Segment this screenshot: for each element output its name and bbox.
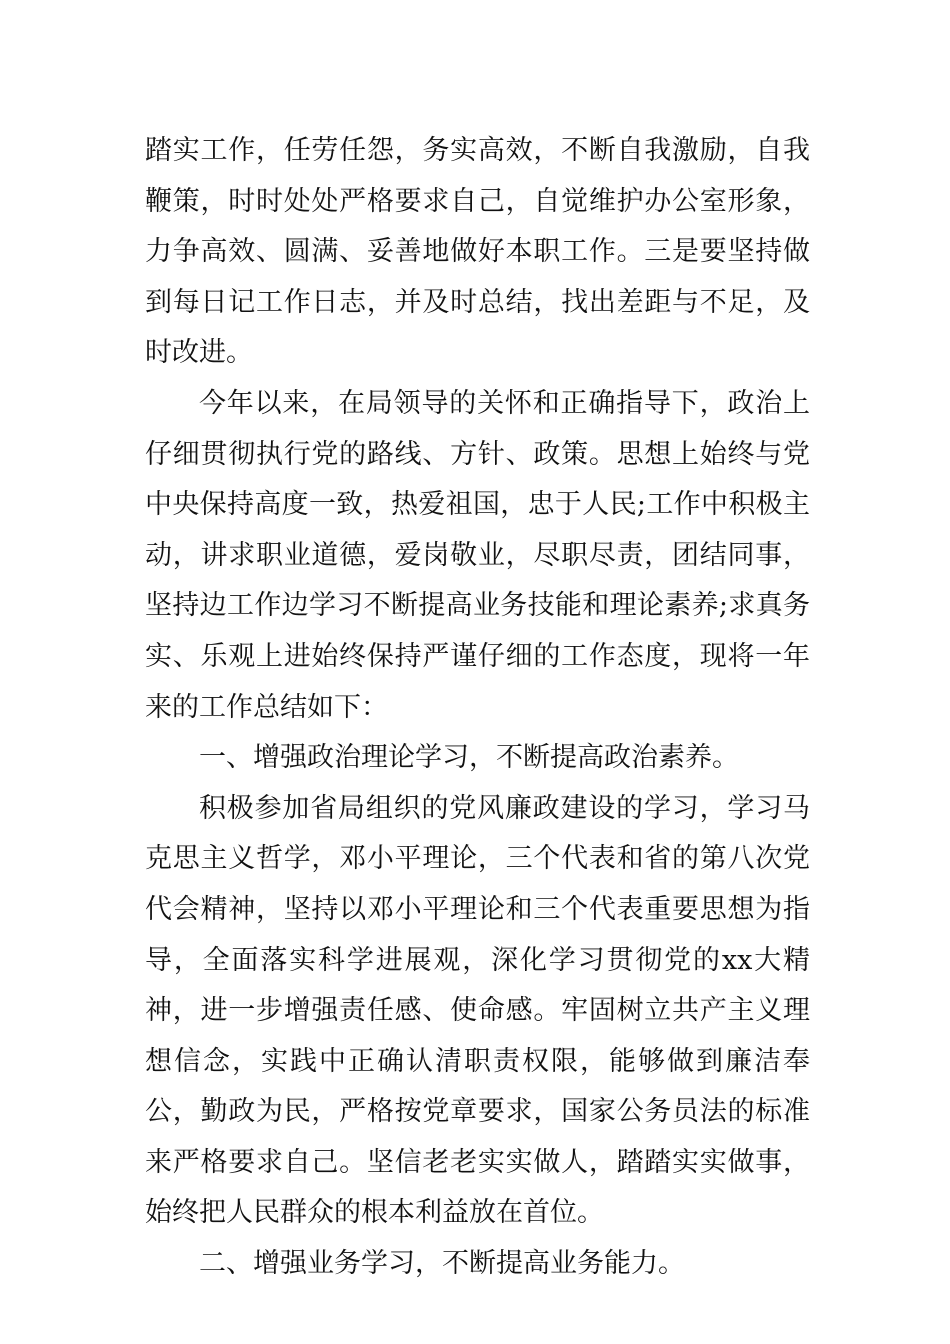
section-heading-political-study: 一、增强政治理论学习，不断提高政治素养。 (199, 742, 739, 774)
section-heading-business-study: 二、增强业务学习，不断提高业务能力。 (199, 1248, 685, 1280)
paragraph-intro: 今年以来，在局领导的关怀和正确指导下，政治上仔细贯彻执行党的路线、方针、政策。思想上始终与党中央保持高度一致，热爱祖国，忠于人民;工作中积极主动，讲求职业道德，爱岗敬业，尽职尽责，团结同事，坚持边工作边学习不断提高业务技能和理论素养;求真务实、乐观上进始终保持严谨仔细的工作态度，现将一年来的工作总结如下： (145, 387, 810, 723)
paragraph-political-study: 积极参加省局组织的党风廉政建设的学习，学习马克思主义哲学，邓小平理论，三个代表和省的第八次党代会精神，坚持以邓小平理论和三个代表重要思想为指导，全面落实科学进展观，深化学习贯彻党的xx大精神，进一步增强责任感、使命感。牢固树立共产主义理想信念，实践中正确认清职责权限，能够做到廉洁奉公，勤政为民，严格按党章要求，国家公务员法的标准来严格要求自己。坚信老老实实做人，踏踏实实做事，始终把人民群众的根本利益放在首位。 (145, 792, 810, 1229)
document-body (145, 126, 810, 1290)
paragraph-continuation: 踏实工作，任劳任怨，务实高效，不断自我激励，自我鞭策，时时处处严格要求自己，自觉维护办公室形象，力争高效、圆满、妥善地做好本职工作。三是要坚持做到每日记工作日志，并及时总结，找出差距与不足，及时改进。 (145, 135, 810, 369)
